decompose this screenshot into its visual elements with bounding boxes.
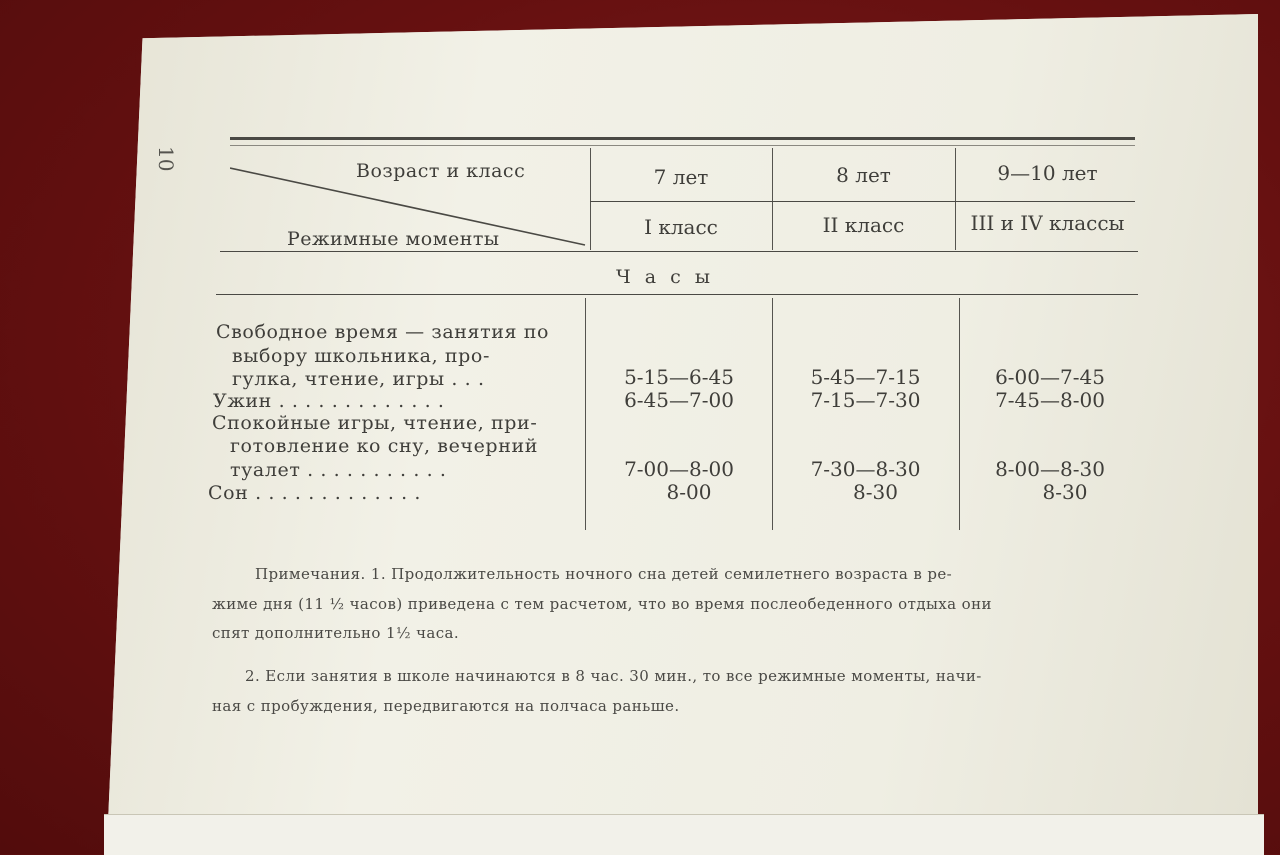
row-label-free-time-3: гулка, чтение, игры . . .	[232, 368, 485, 390]
page-number: 10	[154, 146, 178, 172]
row-label-free-time-1: Свободное время — занятия по	[216, 321, 550, 343]
unit-row-label: Ч а с ы	[616, 266, 714, 288]
note-2-line-1: 2. Если занятия в школе начинаются в 8 час. 30 мин., то все режимные моменты, начи-	[245, 667, 982, 685]
note-2-line-2: ная с пробуждения, передвигаются на полчаса раньше.	[212, 697, 680, 715]
value-sleep-9-10: 8-30	[1042, 480, 1088, 504]
value-quiet-7: 7-00—8-00	[624, 457, 734, 481]
corner-header-bottom: Режимные моменты	[287, 228, 500, 250]
unit-row-top-rule	[220, 251, 1138, 252]
value-quiet-9-10: 8-00—8-30	[995, 457, 1105, 481]
col-grade-2: II класс	[822, 213, 905, 237]
col-grade-3: III и IV классы	[970, 211, 1125, 235]
body-divider-1	[585, 298, 586, 530]
note-1-line-1: Примечания. 1. Продолжительность ночного сна детей семилетнего возраста в ре-	[255, 565, 953, 583]
value-sleep-7: 8-00	[666, 480, 712, 504]
row-label-free-time-2: выбору школьника, про-	[232, 345, 490, 367]
col-age-3: 9—10 лет	[997, 161, 1098, 185]
value-sleep-8: 8-30	[853, 480, 898, 504]
row-label-dinner: Ужин . . . . . . . . . . . . .	[213, 390, 445, 412]
underlying-page	[104, 814, 1264, 855]
corner-header-top: Возраст и класс	[356, 160, 526, 182]
row-label-quiet-2: готовление ко сну, вечерний	[230, 435, 538, 457]
value-free-time-9-10: 6-00—7-45	[995, 365, 1105, 389]
note-1-line-3: спят дополнительно 1½ часа.	[212, 624, 460, 642]
value-free-time-7: 5-15—6-45	[624, 365, 734, 389]
value-dinner-7: 6-45—7-00	[624, 388, 734, 412]
unit-row-bottom-rule	[216, 294, 1138, 295]
row-label-quiet-1: Спокойные игры, чтение, при-	[212, 412, 538, 434]
value-free-time-8: 5-45—7-15	[810, 365, 921, 389]
col-age-2: 8 лет	[836, 163, 891, 187]
col-grade-1: I класс	[644, 215, 718, 239]
col-age-1: 7 лет	[653, 165, 709, 189]
table-top-rule-thin	[230, 145, 1135, 146]
table-top-rule	[230, 137, 1135, 140]
header-subrule	[590, 201, 1135, 202]
note-1-line-2: жиме дня (11 ½ часов) приведена с тем расчетом, что во время послеобеденного отдыха они	[212, 595, 992, 613]
value-dinner-9-10: 7-45—8-00	[995, 388, 1105, 412]
row-label-quiet-3: туалет . . . . . . . . . . .	[230, 459, 447, 481]
row-label-sleep: Сон . . . . . . . . . . . . .	[208, 482, 422, 504]
value-dinner-8: 7-15—7-30	[810, 388, 921, 412]
value-quiet-8: 7-30—8-30	[810, 457, 921, 481]
